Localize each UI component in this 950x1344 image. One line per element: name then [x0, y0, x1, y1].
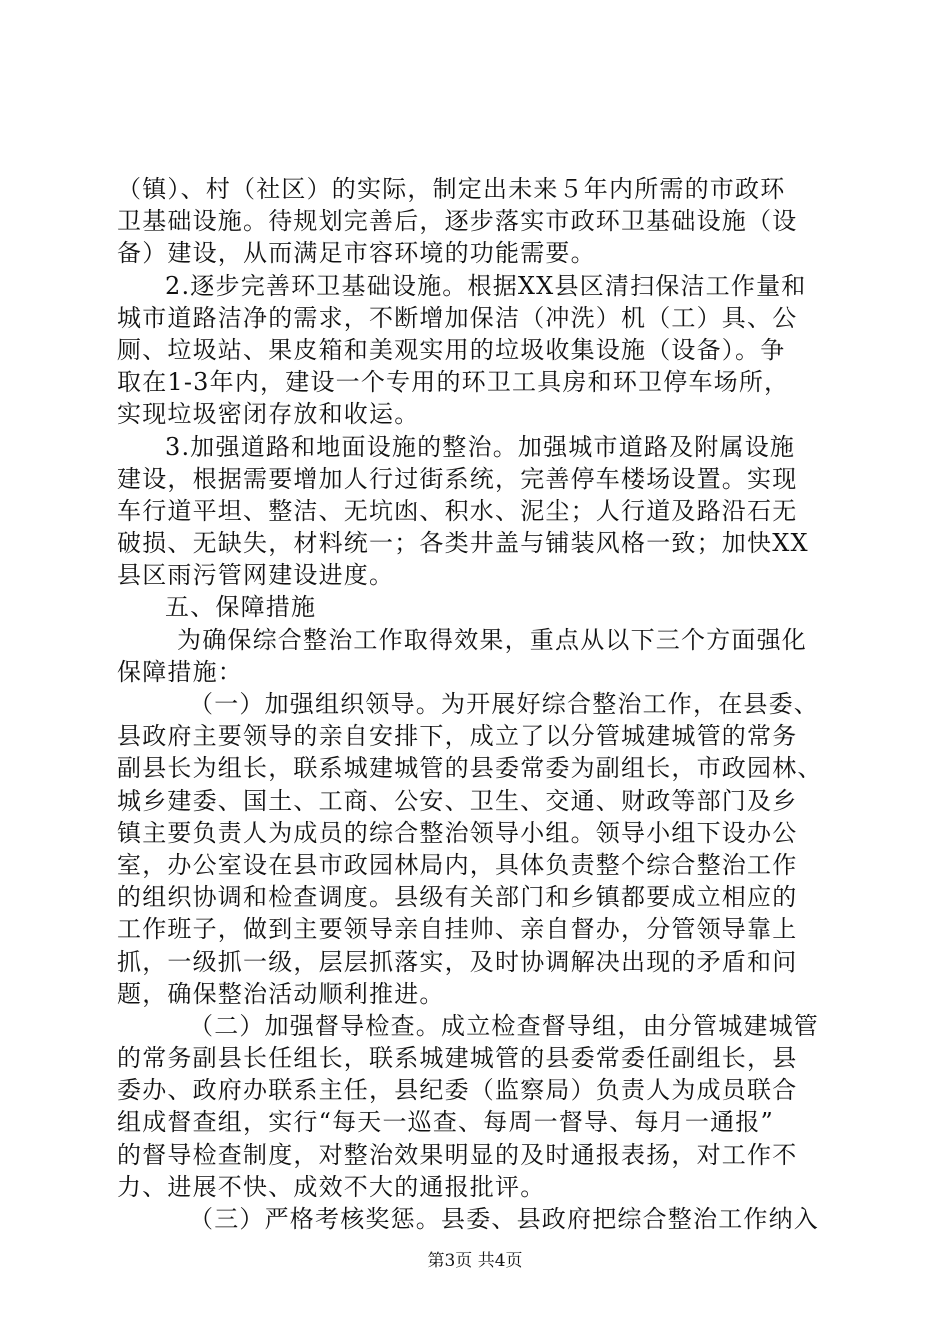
- text-line: 题，确保整治活动顺利推进。: [117, 979, 445, 1008]
- paragraph-start-line: （二）加强督导检查。成立检查督导组，由分管城建城管: [189, 1011, 819, 1040]
- text-line: 的组织协调和检查调度。县级有关部门和乡镇都要成立相应的: [117, 883, 798, 912]
- text-line: 室，办公室设在县市政园林局内，具体负责整个综合整治工作: [117, 850, 798, 879]
- text-line: 组成督查组，实行“每天一巡查、每周一督导、每月一通报”: [117, 1108, 774, 1137]
- text-line: （镇）、村（社区）的实际，制定出未来５年内所需的市政环: [117, 175, 786, 203]
- text-line: 城乡建委、国土、工商、公安、卫生、交通、财政等部门及乡: [117, 786, 798, 815]
- paragraph-start-line: 为确保综合整治工作取得效果，重点从以下三个方面强化: [177, 625, 807, 654]
- body-text: [117, 173, 835, 1235]
- text-line: 实现垃圾密闭存放和收运。: [117, 400, 420, 429]
- text-line: 的常务副县长任组长，联系城建城管的县委常委任副组长，县: [117, 1044, 798, 1073]
- text-line: 破损、无缺失，材料统一；各类井盖与铺装风格一致；加快XX: [117, 529, 809, 558]
- section-heading: 五、保障措施: [165, 593, 317, 622]
- text-line: 卫基础设施。待规划完善后，逐步落实市政环卫基础设施（设: [117, 207, 798, 236]
- text-line: 县区雨污管网建设进度。: [117, 561, 395, 590]
- text-line: 城市道路洁净的需求，不断增加保洁（冲洗）机（工）具、公: [117, 303, 798, 332]
- text-line: 抓，一级抓一级，层层抓落实，及时协调解决出现的矛盾和问: [117, 947, 798, 976]
- text-line: 的督导检查制度，对整治效果明显的及时通报表扬，对工作不: [117, 1140, 798, 1169]
- text-line: 取在1-3年内，建设一个专用的环卫工具房和环卫停车场所，: [117, 368, 790, 397]
- text-line: 车行道平坦、整洁、无坑凼、积水、泥尘；人行道及路沿石无: [117, 496, 798, 525]
- text-line: 备）建设，从而满足市容环境的功能需要。: [117, 239, 596, 268]
- page-footer: 第3页 共4页: [427, 1251, 523, 1271]
- text-line: 建设，根据需要增加人行过街系统，完善停车楼场设置。实现: [117, 464, 798, 493]
- paragraph-start-line: （一）加强组织领导。为开展好综合整治工作，在县委、: [189, 690, 819, 718]
- text-line: 镇主要负责人为成员的综合整治领导小组。领导小组下设办公: [117, 818, 798, 847]
- text-line: 保障措施：: [117, 657, 243, 686]
- text-line: 县政府主要领导的亲自安排下，成立了以分管城建城管的常务: [117, 722, 798, 751]
- text-line: 厕、垃圾站、果皮箱和美观实用的垃圾收集设施（设备）。争: [117, 335, 786, 364]
- text-line: 工作班子，做到主要领导亲自挂帅、亲自督办，分管领导靠上: [117, 915, 798, 944]
- paragraph-start-line: （三）严格考核奖惩。县委、县政府把综合整治工作纳入: [189, 1205, 819, 1233]
- paragraph-start-line: 2.逐步完善环卫基础设施。根据XX县区清扫保洁工作量和: [165, 271, 807, 300]
- text-line: 副县长为组长，联系城建城管的县委常委为副组长，市政园林、: [117, 754, 823, 783]
- text-line: 委办、政府办联系主任，县纪委（监察局）负责人为成员联合: [117, 1076, 798, 1105]
- text-line: 力、进展不快、成效不大的通报批评。: [117, 1172, 546, 1201]
- paragraph-start-line: 3.加强道路和地面设施的整治。加强城市道路及附属设施: [165, 432, 796, 461]
